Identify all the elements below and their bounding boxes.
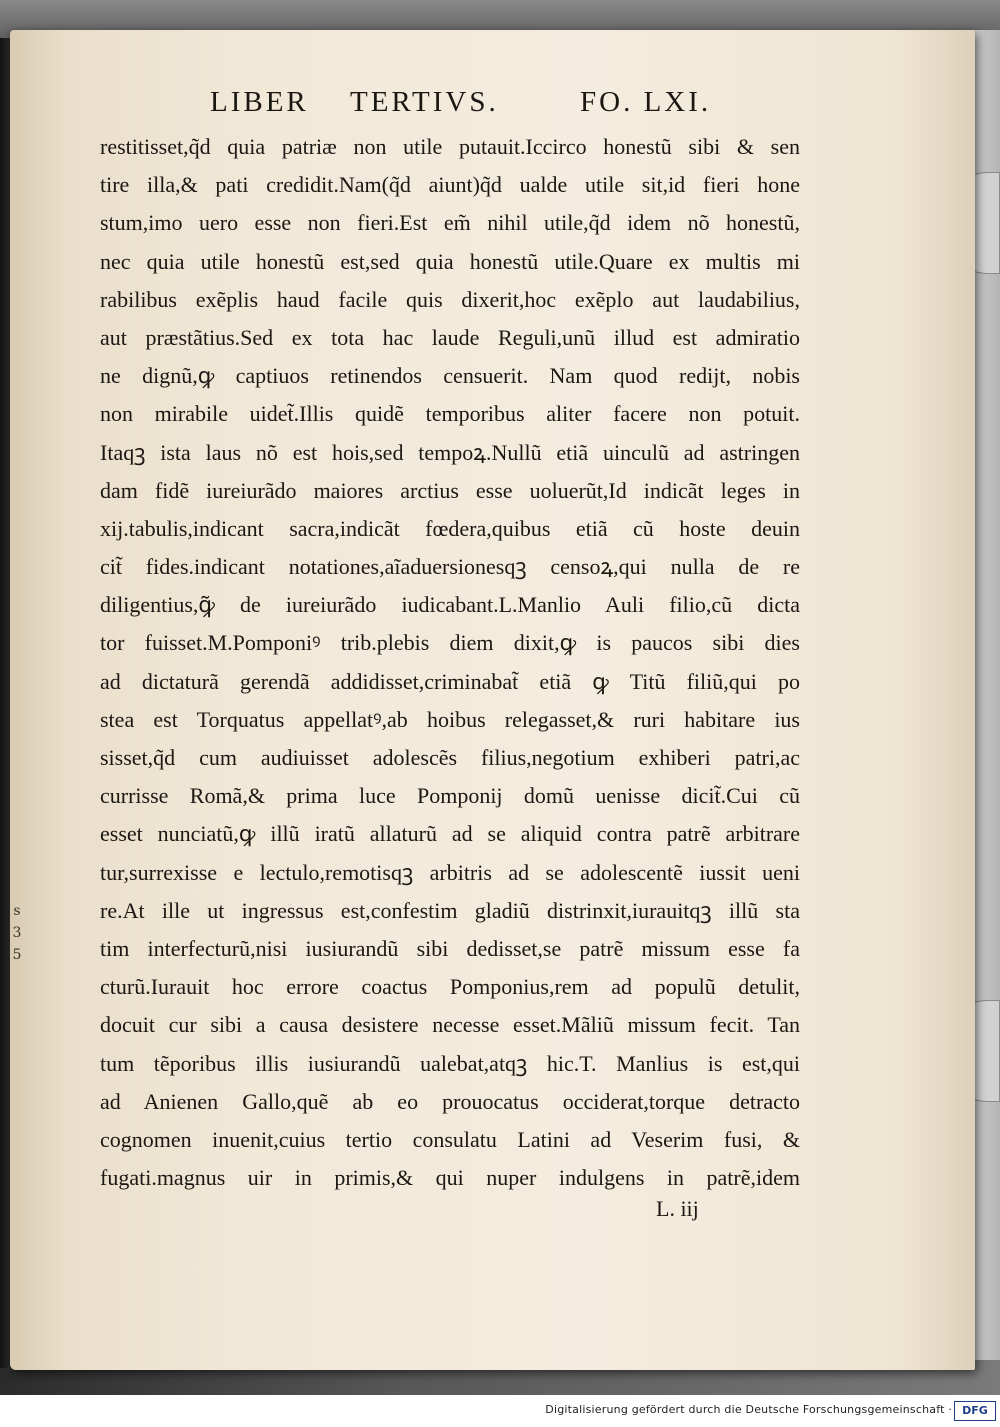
- text-line: esset nunciatũ,ꝙ illũ iratũ allaturũ ad se aliquid contra patrẽ arbitrare: [100, 821, 800, 847]
- text-line: ad dictaturã gerendã addidisset,criminabat̃ etiã ꝙ Titũ filiũ,qui po: [100, 668, 800, 694]
- text-line: stea est Torquatus appellatꝰ,ab hoibus relegasset,& ruri habitare ius: [100, 706, 800, 732]
- text-line: dam fidẽ iureiurãdo maiores arctius esse uoluerũt,Id indicãt leges in: [100, 477, 800, 503]
- text-line: Itaqꝫ ista laus nõ est hois,sed tempoꝝ.Nullũ etiã uinculũ ad astringen: [100, 439, 800, 465]
- footer-credit: Digitalisierung gefördert durch die Deutsche Forschungsgemeinschaft ·: [545, 1403, 952, 1416]
- text-line: aut præstãtius.Sed ex tota hac laude Reguli,unũ illud est admiratio: [100, 324, 800, 350]
- text-line: rabilibus exẽplis haud facile quis dixerit,hoc exẽplo aut laudabilius,: [100, 286, 800, 312]
- text-line: xij.tabulis,indicant sacra,indicãt fœdera,quibus etiã cũ hoste deuin: [100, 515, 800, 541]
- running-header: [210, 86, 750, 126]
- text-line: tor fuisset.M.Pomponiꝰ trib.plebis diem dixit,ꝙ is paucos sibi dies: [100, 630, 800, 656]
- text-line: ad Anienen Gallo,quẽ ab eo prouocatus occiderat,torque detracto: [100, 1088, 800, 1114]
- text-line: fugati.magnus uir in primis,& qui nuper indulgens in patrẽ,idem: [100, 1165, 800, 1191]
- text-line: diligentius,ꝙ̃ de iureiurãdo iudicabant.L.Manlio Auli filio,cũ dicta: [100, 592, 800, 618]
- dfg-logo: DFG: [954, 1401, 996, 1421]
- margin-marks: s 3 5: [12, 903, 22, 963]
- text-line: re.At ille ut ingressus est,confestim gladiũ distrinxit,iurauitqꝫ illũ sta: [100, 897, 800, 923]
- text-line: tire illa,& pati credidit.Nam(q̃d aiunt)q̃d ualde utile sit,id fieri hone: [100, 172, 800, 198]
- header-folio: FO. LXI.: [580, 86, 712, 118]
- text-line: docuit cur sibi a causa desistere necesse esset.Mãliũ missum fecit. Tan: [100, 1012, 800, 1038]
- text-line: cit̃ fides.indicant notationes,aĩaduersionesqꝫ censoꝝ,qui nulla de re: [100, 554, 800, 580]
- text-line: nec quia utile honestũ est,sed quia honestũ utile.Quare ex multis mi: [100, 248, 800, 274]
- header-section: TERTIVS.: [350, 86, 499, 118]
- signature-mark: L. iij: [656, 1196, 699, 1221]
- text-line: tim interfecturũ,nisi iusiurandũ sibi dedisset,se patrẽ missum esse fa: [100, 935, 800, 961]
- text-line: stum,imo uero esse non fieri.Est em̃ nihil utile,q̃d idem nõ honestũ,: [100, 210, 800, 236]
- text-line: restitisset,q̃d quia patriæ non utile putauit.Iccirco honestũ sibi & sen: [100, 134, 800, 159]
- text-line: cturũ.Iurauit hoc errore coactus Pomponius,rem ad populũ detulit,: [100, 974, 800, 1000]
- footer-bar: [0, 1395, 1000, 1427]
- text-line: non mirabile uidet̃.Illis quidẽ temporibus aliter facere non potuit.: [100, 401, 800, 427]
- text-line: sisset,q̃d cum audiuisset adolescẽs filius,negotium exhiberi patri,ac: [100, 745, 800, 770]
- text-line: cognomen inuenit,cuius tertio consulatu Latini ad Veserim fusi, &: [100, 1126, 800, 1152]
- text-line: currisse Romã,& prima luce Pomponij domũ uenisse dicit̃.Cui cũ: [100, 783, 800, 809]
- page-body-text: [100, 128, 800, 1197]
- text-line: ne dignũ,ꝙ captiuos retinendos censuerit. Nam quod redijt, nobis: [100, 363, 800, 389]
- text-line: tum tẽporibus illis iusiurandũ ualebat,atqꝫ hic.T. Manlius is est,qui: [100, 1050, 800, 1076]
- header-book: LIBER: [210, 86, 309, 118]
- text-line: tur,surrexisse e lectulo,remotisqꝫ arbitris ad se adolescentẽ iussit ueni: [100, 859, 800, 885]
